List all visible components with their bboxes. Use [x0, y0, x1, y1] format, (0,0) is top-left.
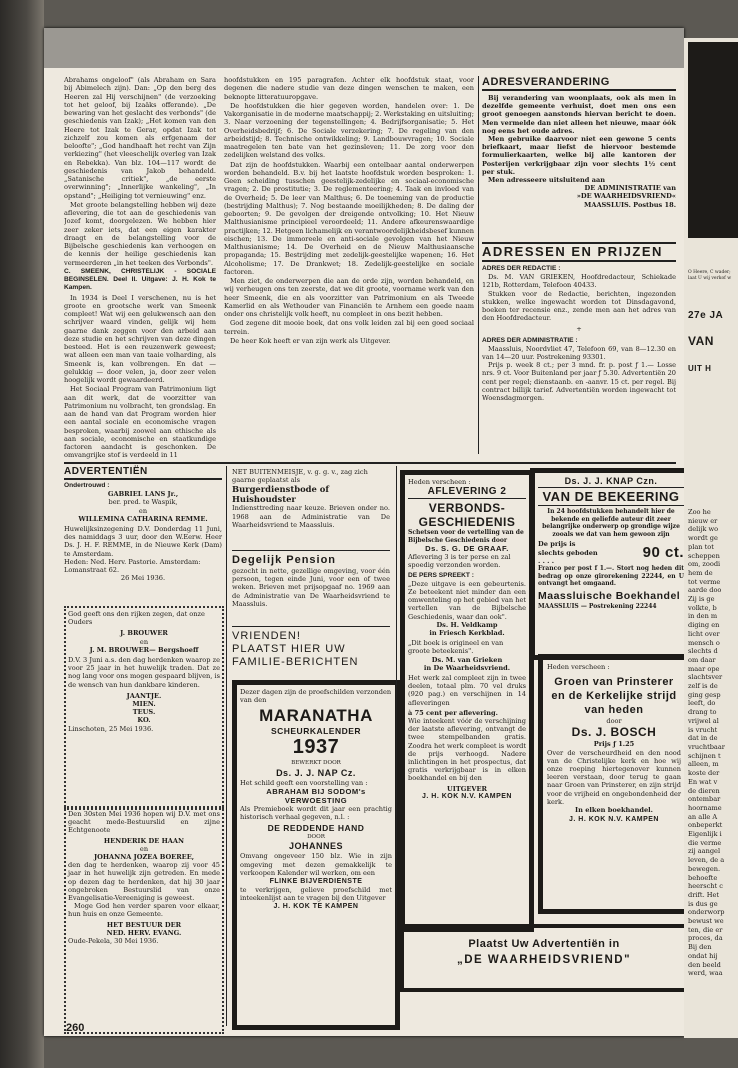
paragraph: Als Premieboek wordt dit jaar een prachtig historisch verhaal gegeven, n.l. : — [240, 804, 392, 822]
next-page-line: den beeld — [688, 960, 721, 969]
column-rule — [478, 76, 479, 454]
paragraph: Heden: Ned. Herv. Pastorie. Amsterdam: Lomanstraat 62. — [64, 557, 201, 575]
next-page-line: Eigenlijk i — [688, 830, 722, 839]
article-column-1 — [64, 76, 216, 460]
next-page-line: volkte, b — [688, 603, 717, 612]
paragraph: gezocht in nette, gezellige omgeving, voor één persoon, tegen einde Juni, voor een of twee weken. Brieven met prijsopgaaf no. 1969 aan de Administratie van De Waarheidsvriend te Maassluis. — [232, 567, 390, 608]
bride-name: WILLEMINA CATHARINA REMME. — [78, 514, 208, 523]
quote-source: in De Waarheidsvriend. — [423, 663, 511, 672]
paragraph: Men gebruike daarvoor niet een gewone 5 cents briefkaart, maar liefst de hiervoor bestemde formulierkaarten, welke bij alle kantoren der Posterijen verkrijgbaar zijn voor slechts 1½ cent per stuk. — [482, 135, 676, 176]
next-page-line: onbeperkt — [688, 821, 723, 830]
next-page-line: werd, waa — [688, 969, 723, 978]
next-page-edge — [684, 38, 738, 1038]
paragraph: Ds. M. VAN GRIEKEN, Hoofdredacteur, Schiekade 121b, Rotterdam, Telefoon 40433. — [482, 273, 676, 290]
next-page-line: om, zoodi — [688, 560, 721, 569]
paragraph: Abrahams ongeloof" (als Abraham en Sara bij Abimelech zijn). Dan: „Op den berg des Heeren zal Hij verschijnen" (de verzoeking tot het geloof, bij Izaäks offerande). „De bewaring van het geslacht des verbonds" (de geschiedenis van Izak); „Het komen van den Heere tot Izak te Gerar, opdat Izak tot zichzelf zou komen als erfgenaam der beloofte"; „God handhaaft het recht van Zijn verkiezing" (het vleeschelijk overleg van Izak en Rebekka). Van blz. 104—117 wordt de geschiedenis van Jakob behandeld. „Satanische critiek", „de eerste overwinning"; „Innerlijke wankeling", „In opstand"; „Heiliging tot vernieuwing" enz. — [64, 76, 216, 200]
afl-title: AFLEVERING 2 — [408, 486, 526, 499]
sub-heading: ADRES DER ADMINISTRATIE : — [482, 336, 578, 344]
address-line: MAASSLUIS. Postbus 18. — [584, 200, 676, 209]
verbondsgeschiedenis-ad — [400, 470, 534, 932]
paragraph: Prijs p. week 8 ct.; per 3 mnd. fr. p. post ƒ 1.— Losse nrs. 9 ct. Voor Buitenland per jaar ƒ 5.30. Advertentiën 20 cent per regel; dienstaanb. en -aanvr. 15 ct. per regel. Bij contract billijk tarief. Advertentiën worden ingewacht tot Woensdagmorgen. — [482, 361, 676, 403]
paragraph: In 24 hoofdstukken behandelt hier de bekende en geliefde auteur dit zeer belangrijke onderwerp op grondige wijze zooals we dat van hem gewoon zijn — [542, 508, 680, 538]
paragraph: D.V. 3 Juni a.s. den dag herdenken waarop ze voor 25 jaar in het huwelijk traden. Dat ze nog lang voor ons mogen gespaard blijven, is de wensch van hun dankbare kinderen. — [68, 656, 220, 689]
book-title: van heden — [584, 704, 644, 717]
next-page-line: dat in de — [688, 734, 718, 743]
next-page-line: Zoo he — [688, 508, 711, 516]
next-page-line: proces, da — [688, 934, 723, 943]
en-text: en — [139, 637, 149, 646]
paragraph: Schetsen voor de vertelling van de Bijbelsche Geschiedenis door — [408, 529, 524, 544]
name: JOHANNA JOZEA BOEREE, — [93, 853, 195, 862]
price: à 75 cent per aflevering. — [408, 708, 498, 717]
paragraph: te verkrijgen, gelieve proefschild met inteekenlijst aan te vragen bij den Uitgever — [240, 886, 392, 903]
calendar-year: 1937 — [292, 736, 340, 759]
name: J. BROUWER — [120, 629, 168, 638]
ad-label: Ondertrouwd : — [64, 482, 110, 489]
next-page-line: scheppen — [688, 551, 720, 560]
name: HENDERIK DE HAAN — [103, 836, 185, 845]
vrienden-ad — [232, 630, 390, 674]
ad-place-date: Linschoten, 25 Mei 1936. — [68, 724, 154, 733]
publisher: J. H. KOK N.V. KAMPEN — [569, 816, 659, 824]
next-page-line: vrijwel al — [688, 716, 719, 725]
next-page-line: om daar — [688, 655, 716, 664]
door-text: DOOR — [307, 834, 325, 841]
shop-text: In elken boekhandel. — [575, 806, 653, 815]
groom-name: GABRIEL LANS Jr., — [107, 490, 179, 499]
paragraph: Over de verscheurdheid en den nood van de Christelijke kerk en hoe wij onze roeping hiertegenover kunnen leeren verstaan, door terug te gaan naar Groen van Prinsterer, en zijn strijd voor de vrijheid en ongebondenheid der kerk. — [547, 748, 681, 806]
calendar-title: MARANATHA — [259, 706, 373, 726]
book-author: Ds. J. BOSCH — [571, 725, 657, 740]
paragraph: Bij verandering van woonplaats, ook als men in dezelfde gemeente verhuist, doet men ons een groot genoegen aanstonds hiervan bericht te doen. Men vermelde dan niet alleen het nieuwe, maar óók nog eens het oude adres. — [482, 94, 676, 135]
paragraph: Maassluis, Noordvliet 47, Telefoon 69, van 8—12.30 en van 14—20 uur. Postrekening 93301. — [482, 344, 676, 362]
next-page-masthead — [688, 42, 738, 238]
next-page-line: ontembar — [688, 795, 721, 804]
signature: NED. HERV. EVANG. — [106, 928, 182, 937]
column-rule — [396, 466, 397, 930]
next-page-line: slechts d — [688, 647, 718, 656]
address-line: »DE WAARHEIDSVRIEND« — [576, 192, 676, 201]
review-heading: C. SMEENK, CHRISTELIJK - SOCIALE BEGINSELEN. Deel II. Uitgave: J. H. Kok te Kampen. — [64, 267, 216, 292]
bewerkt-door: BEWERKT DOOR — [291, 760, 341, 767]
ad-date: 26 Mei 1936. — [120, 574, 166, 583]
paragraph: God geeft ons den rijken zegen, dat onze Ouders — [68, 610, 205, 627]
next-page-line: mensch o — [688, 638, 720, 647]
paragraph: den dag te herdenken, waarop zij voor 45 jaar in het huwelijk zijn getreden. En mede op dezen dag te herdenken, dat hij 30 jaar ongebroken Bestuurslid van onze Evangelisatie-Vereeniging is geweest. — [68, 861, 220, 903]
paragraph: Wie inteekent vóór de verschijning der laatste aflevering, ontvangt de twee stempelbanden gratis. Zoodra het werk compleet is wordt de prijs verhoogd. Nadere inlichtingen in het prospectus, dat gratis verkrijgbaar is in elken boekhandel en bij den — [408, 717, 526, 783]
paragraph: Dezer dagen zijn de proefschilden verzonden van den — [240, 688, 392, 705]
divider-plus: + — [576, 325, 582, 334]
next-page-line: Bij den — [688, 943, 712, 952]
paragraph: Met groote belangstelling hebben wij deze aflevering, die tot aan de geschiedenis van Jozef komt, doorgelezen. We hebben hier zeer zeker iets, dat een eigen karakter draagt en de belangstelling voor de Bijbelsche geschiedenis kan verhoogen en de kennis der heilige geschiedenis kan vermeerderen „in het teeken des Verbonds". — [64, 200, 216, 267]
next-page-line: hem de — [688, 568, 713, 577]
next-page-line: drang to — [688, 708, 717, 717]
book-title: VAN DE BEKEERING — [538, 488, 684, 506]
next-page-line: bewust we — [688, 917, 724, 926]
paragraph: Omvang ongeveer 150 blz. Wie in zijn omgeving met dezen gemakkelijk te verkoopen Kalender wil werken, om een — [240, 852, 392, 877]
next-page-line: plan tot — [688, 542, 714, 551]
shop-name: Maassluische Boekhandel — [538, 589, 681, 602]
quote: „Deze uitgave is een gebeurtenis. Ze beteekent niet minder dan een omwenteling op het gebied van het vertellen van de Bijbelsche Geschiedenis, waar dan ook". — [408, 579, 526, 621]
next-page-line: delijk wo — [688, 525, 719, 534]
next-page-line: bewegen. — [688, 864, 721, 873]
next-page-line: zelf is de — [688, 682, 718, 691]
book-title: en de Kerkelijke strijd — [551, 690, 677, 703]
sub-heading: ADRES DER REDACTIE : — [482, 265, 561, 272]
next-page-line: ging gesp — [688, 690, 721, 699]
next-page-line: slachtsver — [688, 673, 723, 682]
next-page-line: hoorname — [688, 803, 722, 812]
paragraph: Heden verscheen : — [408, 478, 471, 486]
next-page-line: alleen, m — [688, 760, 719, 769]
paragraph: NET BUITENMEISJE, v. g. g. v., zag zich gaarne geplaatst als — [232, 468, 368, 485]
bekeering-ad — [530, 468, 692, 660]
en-text: en — [139, 844, 149, 853]
price: 90 ct. — [642, 543, 684, 561]
paragraph: hoofdstukken en 195 paragrafen. Achter elk hoofdstuk staat, voor degenen die nadere studie van deze dingen wenschen te maken, een beknopte litteratuuropgave. — [224, 76, 474, 101]
book-author: Ds. S. G. DE GRAAF. — [425, 544, 509, 554]
calendar-sub: SCHEURKALENDER — [270, 726, 362, 737]
banner-line: „DE WAARHEIDSVRIEND" — [456, 954, 632, 966]
next-page-line: is vrucht — [688, 725, 718, 734]
price-row — [538, 540, 684, 565]
child-name: MIEN. — [132, 700, 156, 709]
next-page-line: in den m — [688, 612, 718, 621]
horizontal-rule — [64, 462, 676, 464]
next-page-line: onderworp — [688, 908, 725, 917]
calendar-author: Ds. J. J. NAP Cz. — [276, 767, 356, 778]
author-top: Ds. J. J. KNAP Czn. — [538, 476, 684, 488]
sub-heading: DE PERS SPREEKT : — [408, 571, 474, 579]
paragraph: Indiensttreding naar keuze. Brieven onder no. 1968 aan de Administratie van De Waarheidsvriend te Maassluis. — [232, 504, 390, 529]
next-page-line: an alle A — [688, 812, 718, 821]
ad-line: VRIENDEN! — [232, 630, 301, 642]
adressen-prijzen-section — [482, 242, 676, 457]
next-page-line: koste der — [688, 769, 720, 778]
ad-line: FAMILIE-BERICHTEN — [232, 656, 359, 668]
paragraph: God zegene dit mooie boek, dat ons volk leiden zal bij een goed sociaal terrein. — [224, 319, 474, 336]
next-page-line: leven, de a — [688, 856, 725, 865]
next-page-line: aarde doo — [688, 586, 722, 595]
next-page-line: diging en — [688, 621, 720, 630]
next-page-line: leeft, do — [688, 699, 716, 708]
book-title: GESCHIEDENIS — [418, 515, 516, 530]
ad-title: Degelijk Pension — [232, 554, 337, 566]
brouwer-jubilee-ad — [64, 606, 224, 810]
next-page-column — [688, 508, 738, 978]
ad-line: PLAATST HIER UW — [232, 643, 346, 655]
next-page-heading: VAN — [688, 334, 714, 348]
page-top-shadow — [44, 28, 684, 68]
next-page-line: nieuw er — [688, 516, 718, 525]
groom-title: ber. pred. te Waspik, — [108, 498, 178, 507]
pension-ad — [232, 554, 390, 627]
paragraph: Het werk zal compleet zijn in twee deelen, totaal plm. 70 vel druks (920 pag.) en verschijnen in 14 afleveringen — [408, 674, 526, 707]
next-page-line: drift. Het — [688, 890, 720, 899]
paragraph: Het Sociaal Program van Patrimonium ligt aan dit werk, dat de voorzitter van Patrimonium nu volbracht, ten grondslag. En aan de hand van dat Program worden hier een aantal sociale en economische vragen besproken, waarbij zoowel aan ethische als aan sociale, economische en staatkundige factoren aandacht is geschonken. De omvangrijke stof is verdeeld in 11 — [64, 385, 216, 460]
section-title: ADRESVERANDERING — [482, 76, 676, 91]
next-page-line: maar ope — [688, 664, 720, 673]
next-page-line: die verme — [688, 838, 722, 847]
quote-author: Ds. H. Veldkamp — [436, 620, 498, 629]
premie-text: FLINKE BIJVERDIENSTE — [269, 878, 363, 886]
next-page-heading: UIT H — [688, 364, 712, 373]
next-page-line: wordt ge — [688, 534, 718, 543]
paragraph: Stukken voor de Redactie, berichten, ingezonden stukken, welke ingewacht worden tot Dinsdagavond, boeken ter recensie enz., zende men aan het adres van den Hoofdredacteur. — [482, 289, 676, 323]
child-name: KO. — [137, 716, 151, 725]
next-page-caption: O Heere, C wader; laat U wij verkof w — [688, 270, 732, 281]
uitgever-label: UITGEVER — [446, 784, 488, 793]
paragraph: Men adresseere uitsluitend aan — [488, 176, 606, 185]
next-page-line: is dus ge — [688, 899, 718, 908]
ad-title: Burgerdienstbode of Huishoudster — [232, 484, 329, 505]
picture-title: ABRAHAM BIJ SODOM's VERWOESTING — [266, 786, 366, 805]
adresverandering-section — [482, 76, 676, 236]
paragraph: Den 30sten Mei 1936 hopen wij D.V. met ons geacht mede-Bestuurslid en zijne Echtgenoote — [68, 810, 220, 835]
next-page-line: licht over — [688, 629, 720, 638]
prinsterer-ad — [538, 654, 690, 914]
paragraph: Heden verscheen : — [547, 663, 610, 671]
ondertrouw-ad — [64, 482, 222, 602]
child-name: JAANTJE. — [126, 691, 162, 700]
plaatst-advertentien-banner — [400, 924, 688, 992]
price: Prijs ƒ 1.25 — [593, 740, 635, 749]
en-text: en — [138, 506, 148, 515]
quote-source: in Friesch Kerkblad. — [429, 629, 505, 638]
book-author: JOHANNES — [288, 841, 343, 852]
column-rule — [226, 466, 227, 1026]
quote: „Dit boek is origineel en van groote beteekenis". — [408, 639, 504, 656]
paragraph: De heer Kok heeft er van zijn werk als Uitgever. — [230, 336, 391, 345]
signature: HET BESTUUR DER — [106, 920, 182, 929]
paragraph: Het schild geeft een voorstelling van : — [240, 778, 368, 787]
next-page-date: 27e JA — [688, 310, 724, 321]
child-name: TEUS. — [132, 708, 156, 717]
paragraph: Dat zijn de hoofdstukken. Waarbij een ontelbaar aantal onderwerpen worden behandeld. B.v. bij het laatste hoofdstuk worden besproken: 1. Geen scheiding tusschen geestelijk-zedelijke en sociaal-economische vragen; 2. De prostitutie; 3. De reglementeering; 4. Taak en invloed van de Overheid; 5. De leer van Malthus; 6. De toeneming van de productie (bestrijding Malthus); 7. Nog bestaande moeilijkheden; 8. De daling der geboorten; 9. De gevolgen der dreigende ontvolking; 10. Het Nieuw Malthusianisme principieel veroordeeld; 11. Andere afkeurenswaardige practijken; 12. Hetgeen lichamelijk en verantwoordelijkheidsbesef kunnen eischen; 13. De immoreele en anti-sociale gevolgen van het Nieuw Malthusianisme; 14. De Overheid en de Nieuw Malthusiaansche propaganda; 15. Bestrijding met zedelijk-geestelijke wapenen; 16. Het Alcoholisme; 17. De Drankwet; 18. Zedelijk-geestelijke en sociale factoren. — [224, 160, 474, 276]
paragraph: In 1934 is Deel I verschenen, nu is het groote en grootsche werk van Smeenk compleet! Wat wij een gelukwensch aan den schrijver waard vinden, gelijk wij hem gaarne dank zeggen voor den arbeid aan deze studie en het schrijven van deze dingen besteed. Het is een reuzenwerk geweest; wat alleen een man van taaie volharding, als Smeenk is, kan volbrengen. En dat — gelukkig — door velen, ja, door zeer velen hoogelijk wordt gewaardeerd. — [64, 293, 216, 384]
book-title: Groen van Prinsterer — [554, 676, 674, 689]
de-haan-jubilee-ad — [64, 806, 224, 1034]
next-page-line: ten, die er — [688, 925, 723, 934]
buitenmeisje-ad — [232, 468, 390, 551]
section-title: ADRESSEN EN PRIJZEN — [482, 242, 676, 262]
address-line: DE ADMINISTRATIE van — [584, 184, 676, 193]
book-binding — [0, 0, 44, 1068]
maranatha-ad — [232, 680, 400, 1030]
next-page-line: En wat v — [688, 777, 718, 786]
quote-author: Ds. M. van Grieken — [431, 655, 503, 664]
book-title: DE REDDENDE HAND — [267, 823, 365, 834]
price-label: De prijs is slechts geboden . . . . — [538, 540, 598, 565]
publisher: J. H. KOK N.V. KAMPEN — [422, 792, 512, 800]
banner-line: Plaatst Uw Advertentiën in — [468, 938, 620, 950]
door-text: door — [606, 717, 622, 726]
next-page-line: tot verme — [688, 577, 721, 586]
next-page-line: ondat hij — [688, 951, 718, 960]
paragraph: Franco per post f 1.—. Stort nog heden dit bedrag op onze girorekening 22244, en U ontvangt het omgaand. — [538, 564, 684, 588]
shop-address: MAASSLUIS — Postrekening 22244 — [538, 602, 657, 610]
next-page-line: Zij is ge — [688, 595, 715, 604]
name: J. M. BROUWER— Bergshoeff — [89, 645, 199, 654]
next-page-line: zij aangel — [688, 847, 721, 856]
publisher: J. H. KOK TE KAMPEN — [273, 903, 359, 911]
page-number: 260 — [66, 1022, 85, 1034]
paragraph: Aflevering 3 is ter perse en zal spoedig verzonden worden. — [408, 553, 511, 570]
article-column-2 — [224, 76, 474, 460]
paragraph: Moge God hen verder sparen voor elkaar, hun huis en onze Gemeente. — [68, 902, 220, 919]
paragraph: De hoofdstukken die hier gegeven worden, handelen over: 1. De Vakorganisatie in de moderne maatschappij; 2. Werkstaking en uitsluiting; 3. Naar verzoening der tegenstellingen; 4. Bedrijfsorganisatie; 5. Het Overheidsbedrijf; 6. De Sociale verzekering; 7. De regeling van den arbeidstijd; 8. Technische ontwikkeling; 9. Landbouwvragen; 10. Sociale maatregelen ten bate van het gezinsleven; 11. De zorg voor den zedelijken welstand des volks. — [224, 101, 474, 160]
paragraph: Huwelijksinzegening D.V. Donderdag 11 Juni, des namiddags 3 uur, door den W.Eerw. Heer Ds. J. H. F. REMME, in de Nieuwe Kerk (Dam) te Amsterdam. — [64, 525, 222, 558]
advertenties-title: ADVERTENTIËN — [64, 466, 222, 480]
next-page-line: vruchtbaar — [688, 742, 725, 751]
paragraph: Men ziet, de onderwerpen die aan de orde zijn, worden behandeld, en wij verheugen ons ten zeerste, dat we dit groote, voorname werk van den heer Smeenk, die en als voorzitter van Patrimonium en als Tweede Kamerlid en als Wethouder van Financiën te Arnhem een goede naam onder ons christelijk volk heeft, nu compleet in ons bezit hebben. — [224, 277, 474, 318]
ad-place-date: Oude-Pekela, 30 Mei 1936. — [68, 937, 159, 946]
next-page-line: schijnen t — [688, 751, 721, 760]
next-page-line: de dieren — [688, 786, 720, 795]
book-title: VERBONDS- — [428, 501, 506, 516]
next-page-line: behoefte — [688, 873, 718, 882]
next-page-line: heerscht c — [688, 882, 723, 891]
